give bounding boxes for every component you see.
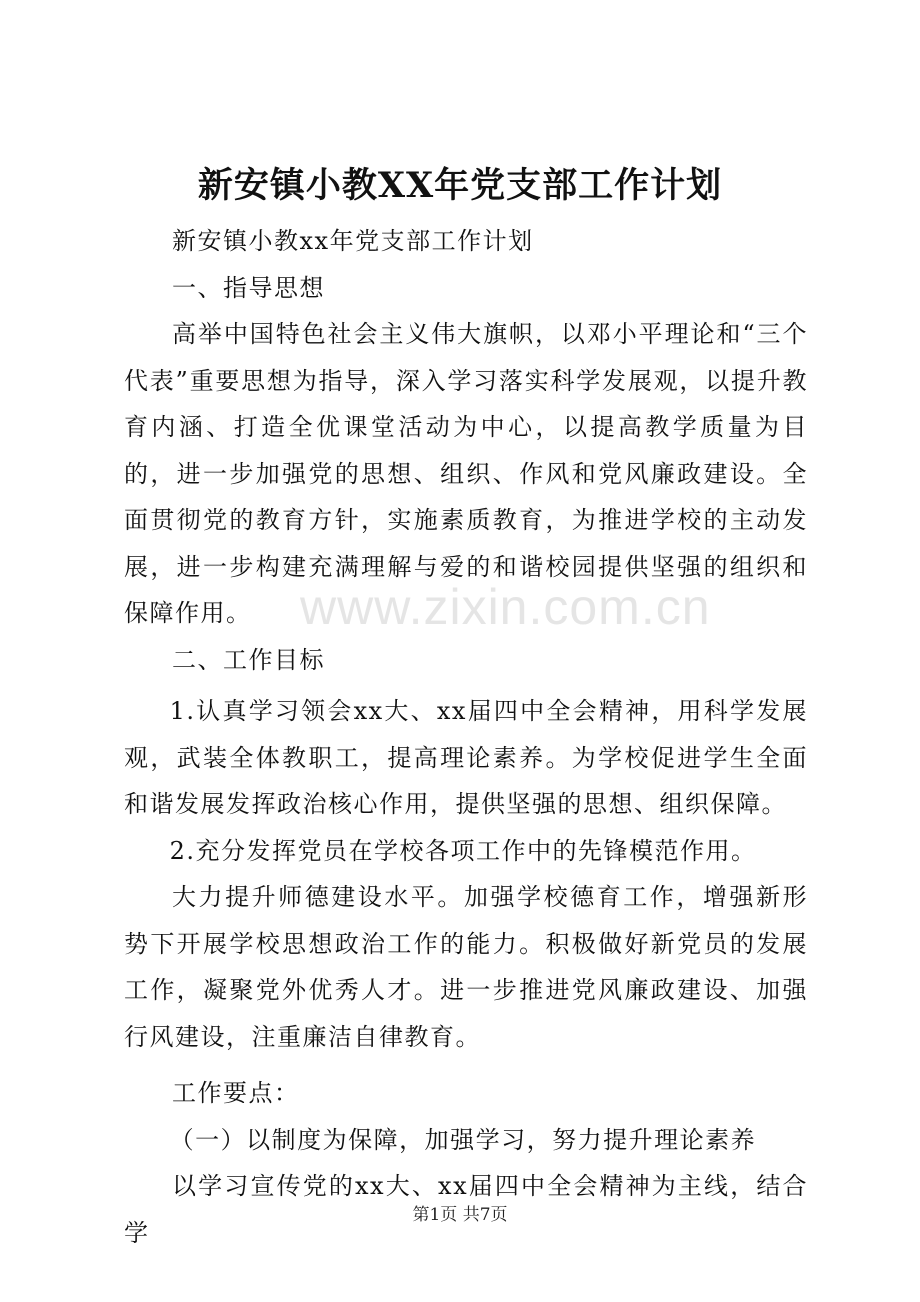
page-footer: 第1页 共7页 [412, 1205, 508, 1225]
paragraph-goal-1: 1.认真学习领会xx大、xx届四中全会精神，用科学发展观，武装全体教职工，提高理论素养。为学校促进学生全面和谐发展发挥政治核心作用，提供坚强的思想、组织保障。 [124, 697, 808, 818]
heading-section-1: （一）以制度为保障，加强学习，努力提升理论素养 [169, 1125, 757, 1154]
heading-work-goals: 二、工作目标 [172, 645, 325, 674]
document-title: 新安镇小教XX年党支部工作计划 [197, 165, 723, 206]
paragraph-ethics: 大力提升师德建设水平。加强学校德育工作，增强新形势下开展学校思想政治工作的能力。积极做好新党员的发展工作，凝聚党外优秀人才。进一步推进党风廉政建设、加强行风建设，注重廉洁自律教育。 [124, 883, 808, 1051]
paragraph-goal-2: 2.充分发挥党员在学校各项工作中的先锋模范作用。 [169, 836, 757, 865]
document-body [124, 218, 808, 1256]
heading-key-points: 工作要点： [172, 1079, 300, 1107]
heading-guiding-ideology: 一、指导思想 [172, 273, 325, 302]
watermark: www.zixin.com.cn [300, 579, 711, 635]
paragraph-guiding-ideology: 高举中国特色社会主义伟大旗帜，以邓小平理论和“三个代表”重要思想为指导，深入学习落实科学发展观，以提升教育内涵、打造全优课堂活动为中心，以提高教学质量为目的，进一步加强党的思想、组织、作风和党风廉政建设。全面贯彻党的教育方针，实施素质教育，为推进学校的主动发展，进一步构建充满理解与爱的和谐校园提供坚强的组织和保障作用。 [124, 320, 808, 627]
paragraph-section-1: 以学习宣传党的xx大、xx届四中全会精神为主线，结合学 [124, 1172, 808, 1247]
paragraph-subtitle: 新安镇小教xx年党支部工作计划 [172, 227, 534, 255]
